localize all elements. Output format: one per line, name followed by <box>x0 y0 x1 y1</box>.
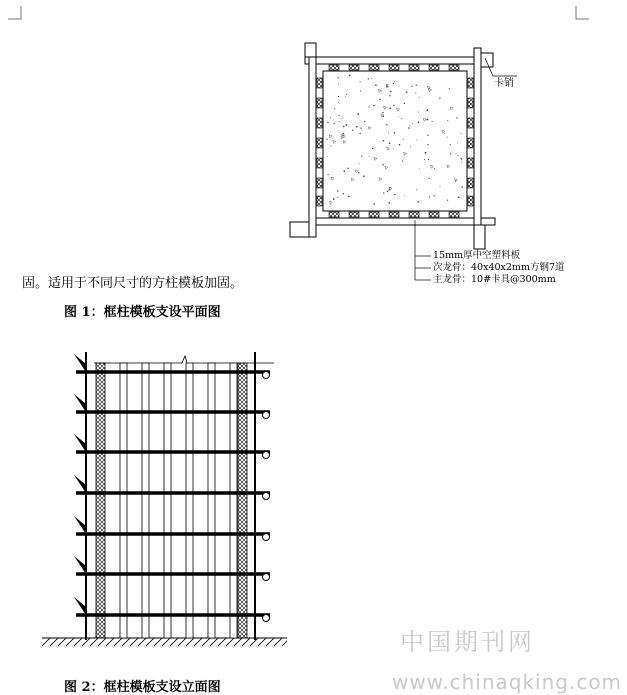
keel-block-left <box>317 178 322 188</box>
concrete-dot <box>388 132 389 133</box>
concrete-dot <box>424 159 425 160</box>
concrete-dot <box>433 195 434 196</box>
concrete-dot <box>447 200 448 201</box>
concrete-dot <box>404 195 405 196</box>
concrete-dot <box>372 78 373 79</box>
concrete-dot <box>379 99 380 100</box>
left-formwork-panel <box>96 363 105 638</box>
keel-block-left <box>317 138 322 148</box>
concrete-dot <box>383 140 385 142</box>
concrete-dot <box>402 161 403 162</box>
concrete-dot <box>372 148 373 149</box>
concrete-dot <box>408 127 410 129</box>
keel-block-bottom <box>409 212 419 217</box>
concrete-dot <box>337 190 338 191</box>
concrete-dot <box>382 112 384 114</box>
concrete-dot <box>416 84 417 85</box>
concrete-dot <box>343 170 345 172</box>
secondary-keel <box>142 363 149 638</box>
concrete-dot <box>358 172 359 173</box>
watermark-cn: 中国期刊网 <box>400 628 535 656</box>
concrete-dot <box>432 121 433 122</box>
keel-block-top <box>449 65 459 70</box>
concrete-dot <box>388 202 390 204</box>
concrete-dot <box>447 120 448 121</box>
concrete-dot <box>363 175 365 177</box>
concrete-dot <box>327 122 328 123</box>
concrete-dot <box>410 125 411 126</box>
concrete-dot <box>461 162 462 163</box>
concrete-dot <box>389 107 391 109</box>
concrete-dot <box>393 149 394 150</box>
clamp-end-ring <box>263 452 270 459</box>
figure-2-elevation-drawing <box>42 350 292 650</box>
concrete-dot <box>425 152 427 154</box>
keel-block-right <box>468 138 473 148</box>
keel-block-left <box>317 78 322 88</box>
keel-block-top <box>409 65 419 70</box>
wedge-pin <box>74 394 86 412</box>
concrete-dot <box>427 119 429 121</box>
keel-block-top <box>329 65 339 70</box>
concrete-dot <box>394 194 395 195</box>
keel-block-top <box>389 65 399 70</box>
clamp-end-ring <box>263 412 270 419</box>
concrete-dot <box>352 130 353 131</box>
concrete-dot <box>348 196 349 197</box>
keel-block-left <box>317 98 322 108</box>
concrete-dot <box>418 112 419 113</box>
clamp-end-ring <box>263 493 270 500</box>
concrete-dot <box>456 117 457 118</box>
concrete-dot <box>411 86 412 87</box>
wedge-pin <box>74 475 86 493</box>
concrete-dot <box>427 144 428 145</box>
secondary-keels <box>120 363 237 638</box>
ground-hatch <box>42 638 287 646</box>
concrete-dot <box>410 146 411 147</box>
concrete-dot <box>448 109 449 110</box>
figure-1-plan-drawing <box>285 38 570 290</box>
secondary-keel <box>164 363 171 638</box>
concrete-dot <box>412 123 413 124</box>
concrete-dot <box>419 97 420 98</box>
concrete-dot <box>369 156 370 157</box>
concrete-dot <box>419 168 420 169</box>
concrete-dot <box>427 135 428 136</box>
concrete-dot <box>327 174 328 175</box>
wedge-pin <box>74 516 86 534</box>
concrete-dot <box>458 196 460 198</box>
concrete-dot <box>343 133 345 135</box>
concrete-dot <box>375 84 377 86</box>
concrete-dot <box>347 168 349 170</box>
clamp-end-ring <box>263 615 270 622</box>
watermark-url: www.chinaqking.com <box>392 670 623 694</box>
keel-block-right <box>468 78 473 88</box>
concrete-dot <box>360 133 361 134</box>
figure-2-caption: 图 2：框柱模板支设立面图 <box>64 680 221 695</box>
label-panel: 15mm厚中空塑料板 <box>433 250 521 261</box>
keel-block-right <box>468 158 473 168</box>
concrete-dot <box>338 96 339 97</box>
concrete-dot <box>456 153 457 154</box>
concrete-dot <box>440 97 441 98</box>
concrete-dot <box>373 203 375 205</box>
concrete-dot <box>337 77 338 78</box>
page-corner-mark-right <box>575 6 589 20</box>
concrete-dot <box>360 81 361 82</box>
concrete-dot <box>415 92 416 93</box>
concrete-dot <box>360 91 361 92</box>
concrete-dot <box>390 91 392 93</box>
concrete-dot <box>440 186 441 187</box>
keel-block-bottom <box>349 212 359 217</box>
concrete-dot <box>368 78 369 79</box>
concrete-dot <box>326 139 327 140</box>
concrete-dot <box>418 121 420 123</box>
concrete-dot <box>389 142 391 144</box>
keel-block-top <box>429 65 439 70</box>
concrete-dot <box>401 118 402 119</box>
keel-block-right <box>468 98 473 108</box>
label-main-keel: 主龙骨：10#卡具@300mm <box>433 274 556 285</box>
concrete-dot <box>404 103 405 104</box>
concrete-dot <box>338 102 339 103</box>
concrete-dot <box>429 196 430 197</box>
label-pin: 卡销 <box>494 78 514 89</box>
concrete-dot <box>346 94 347 95</box>
concrete-dot <box>447 137 448 138</box>
concrete-dot <box>386 86 388 88</box>
concrete-dot <box>449 88 450 89</box>
concrete-dot <box>357 126 358 127</box>
concrete-dot <box>386 124 387 125</box>
concrete-dot <box>450 154 451 155</box>
concrete-dot <box>461 158 463 160</box>
concrete-dot <box>383 192 384 193</box>
body-paragraph: 固。适用于不同尺寸的方柱模板加固。 <box>22 276 244 291</box>
page-corner-mark-left <box>8 6 22 20</box>
concrete-dot <box>398 116 399 117</box>
concrete-dot <box>345 124 347 126</box>
keel-block-left <box>317 196 322 206</box>
concrete-dot <box>387 191 389 193</box>
concrete-dot <box>457 155 458 156</box>
secondary-keel <box>120 363 127 638</box>
concrete-dot <box>349 75 351 77</box>
keel-block-bottom <box>389 212 399 217</box>
concrete-dot <box>342 118 343 119</box>
concrete-dot <box>406 92 408 94</box>
concrete-dot <box>338 84 339 85</box>
clamp-end-ring <box>263 574 270 581</box>
concrete-dot <box>359 163 360 164</box>
concrete-dot <box>428 178 429 179</box>
concrete-dot <box>373 105 375 107</box>
keel-block-right <box>468 196 473 206</box>
secondary-keel <box>208 363 215 638</box>
concrete-dot <box>416 139 417 140</box>
wedge-pin <box>74 597 86 615</box>
label-secondary-keel: 次龙骨：40x40x2mm方钢7道 <box>433 262 565 273</box>
concrete-dot <box>343 193 344 194</box>
wedge-pin <box>74 556 86 574</box>
keel-block-left <box>317 118 322 128</box>
right-formwork-panel <box>238 363 247 638</box>
concrete-dot <box>428 159 429 160</box>
concrete-dot <box>393 83 394 84</box>
keel-block-bottom <box>429 212 439 217</box>
concrete-dot <box>364 121 365 122</box>
concrete-dot <box>417 201 419 203</box>
concrete-dot <box>389 95 390 96</box>
keel-block-left <box>317 158 322 168</box>
concrete-dot <box>460 133 461 134</box>
concrete-dot <box>394 132 396 134</box>
concrete-dot <box>338 115 339 116</box>
keel-block-right <box>468 178 473 188</box>
concrete-dot <box>457 142 458 143</box>
concrete-dot <box>426 109 428 111</box>
wedge-pin <box>74 354 86 372</box>
clamp-end-ring <box>263 534 270 541</box>
concrete-dot <box>358 113 360 115</box>
column-frame <box>290 43 495 249</box>
concrete-dot <box>337 197 338 198</box>
keel-block-top <box>349 65 359 70</box>
keel-block-top <box>369 65 379 70</box>
concrete-dot <box>333 123 334 124</box>
concrete-dot <box>434 168 435 169</box>
concrete-dot <box>394 81 395 82</box>
concrete-dot <box>444 133 445 134</box>
concrete-dot <box>416 189 417 190</box>
concrete-dot <box>399 144 401 146</box>
concrete-dot <box>382 164 383 165</box>
concrete-dot <box>393 105 394 106</box>
concrete-dot <box>462 186 464 188</box>
concrete-dot <box>345 96 346 97</box>
concrete-dot <box>356 126 357 127</box>
secondary-keel <box>230 363 237 638</box>
concrete-dot <box>450 144 451 145</box>
concrete-dot <box>343 126 345 128</box>
concrete-dot <box>339 121 340 122</box>
keel-block-bottom <box>329 212 339 217</box>
concrete-dot <box>361 156 362 157</box>
wedge-pin <box>74 434 86 452</box>
concrete-dot <box>334 108 335 109</box>
concrete-dot <box>330 117 331 118</box>
concrete-dot <box>360 127 361 128</box>
concrete-dot <box>386 84 388 86</box>
concrete-dot <box>333 198 335 200</box>
keel-block-right <box>468 118 473 128</box>
concrete-dot <box>327 156 328 157</box>
figure-1-caption: 图 1：框柱模板支设平面图 <box>64 305 221 320</box>
concrete-dot <box>368 106 369 107</box>
concrete-dot <box>388 86 389 87</box>
concrete-dot <box>439 98 440 99</box>
concrete-dot <box>403 139 404 140</box>
secondary-keel <box>186 363 193 638</box>
concrete-dot <box>330 145 331 146</box>
keel-block-bottom <box>369 212 379 217</box>
keel-block-bottom <box>449 212 459 217</box>
clamp-end-ring <box>263 372 270 379</box>
